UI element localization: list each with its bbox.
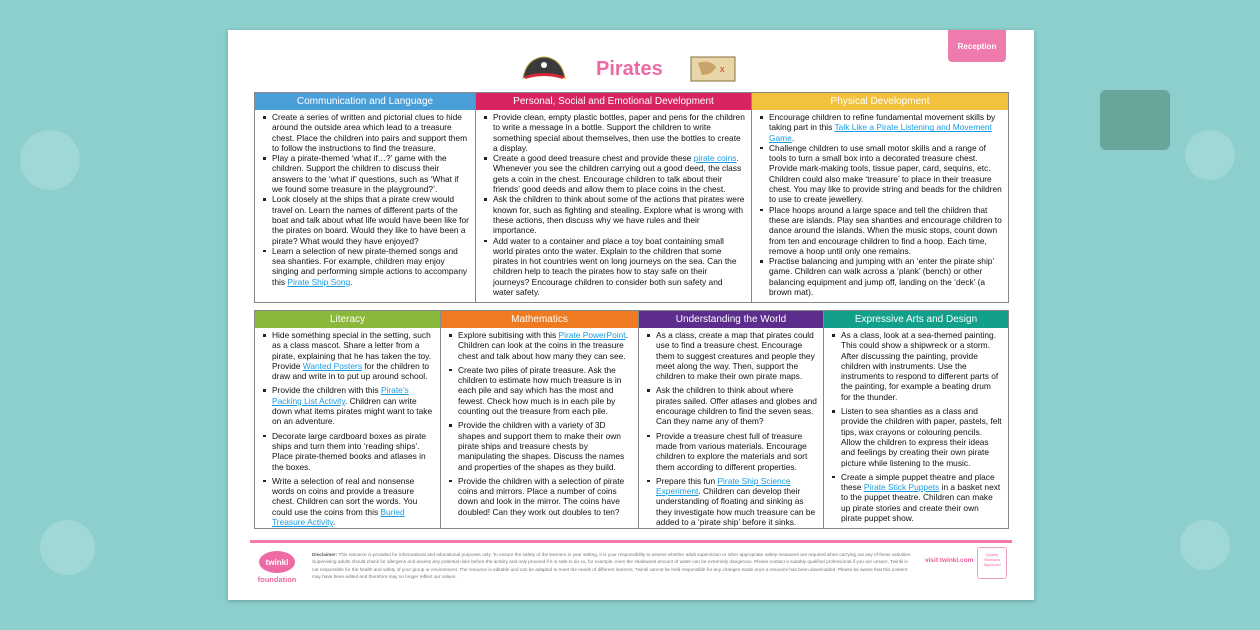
activity-text: . Children can look at the coins in the treasure chest and talk about how many they can see. bbox=[458, 330, 628, 361]
activity-item bbox=[449, 420, 632, 471]
activity-text: . bbox=[791, 132, 795, 143]
resource-link[interactable]: pirate coins bbox=[693, 153, 737, 164]
area-literacy bbox=[255, 311, 441, 528]
activity-list bbox=[639, 328, 823, 531]
activity-text: in a basket next to the puppet theatre. Children can make up pirate stories and create their own pirate puppet show. bbox=[841, 482, 1001, 524]
resource-link[interactable]: Pirate’s Packing List Activity bbox=[272, 385, 409, 406]
twinkl-foundation-logo bbox=[256, 549, 298, 587]
activity-text: Provide the children with a selection of pirate coins and mirrors. Place a number of coins down and look in the mirror. The coins have doubled! Can they work out doubles to ten? bbox=[458, 475, 625, 517]
disclaimer bbox=[312, 551, 912, 580]
activity-item bbox=[760, 256, 1002, 297]
activity-text: Write a selection of real and nonsense words on coins and provide a treasure chest. Children can sort the words. You could use the coins from this bbox=[272, 475, 418, 517]
activity-text: for the children to draw and write in to put up around school. bbox=[272, 360, 430, 382]
activity-item bbox=[484, 112, 745, 153]
activity-item bbox=[484, 236, 745, 298]
areas-row-2 bbox=[254, 310, 1009, 529]
activity-text: Prepare this fun bbox=[656, 475, 718, 486]
planning-document bbox=[228, 30, 1034, 600]
activity-text: Challenge children to use small motor skills and a range of tools to turn a small box into a decorated treasure chest. Provide mark-making tools, tissue paper, card, sequins, etc. Children could also make ‘treasure’ to place in their treasure chest. You may like to provide string and beads for the children to use to create jewellery. bbox=[769, 142, 1002, 205]
activity-item bbox=[832, 472, 1002, 523]
activity-item bbox=[647, 476, 817, 527]
area-heading: Literacy bbox=[255, 311, 440, 328]
activity-list bbox=[441, 328, 638, 521]
activity-text: Play a pirate-themed ‘what if…?’ game with the children. Support the children to discuss their answers to the ‘what if’ questions, such as ‘What if we found some treasure in the playground?’. bbox=[272, 153, 459, 195]
area-heading: Expressive Arts and Design bbox=[824, 311, 1008, 328]
activity-item bbox=[484, 153, 745, 194]
activity-text: . Children can write down what items pirates might want to take on an adventure. bbox=[272, 395, 433, 427]
skull-decoration bbox=[20, 130, 80, 190]
activity-item bbox=[263, 476, 434, 527]
resource-link[interactable]: Pirate Stick Puppets bbox=[863, 482, 940, 493]
page-title: Pirates bbox=[596, 58, 663, 80]
activity-item bbox=[760, 143, 1002, 205]
activity-item bbox=[760, 112, 1002, 143]
activity-text: Create two piles of pirate treasure. Ask the children to estimate how much treasure is in each pile and say which has the most and fewest. Check how much is in each pile by counting out the treasure from each pile. bbox=[458, 364, 622, 417]
svg-text:x: x bbox=[720, 64, 725, 74]
activity-text: Create a series of written and pictorial clues to hide around the outside area which lead to a treasure chest. Place the children into pairs and support them to follow the instructions to find the treasure. bbox=[272, 112, 468, 153]
svg-text:foundation: foundation bbox=[257, 575, 297, 584]
treasure-map-icon bbox=[690, 55, 736, 83]
activity-item bbox=[832, 330, 1002, 402]
activity-item bbox=[647, 330, 817, 381]
activity-text: Add water to a container and place a toy boat containing small world pirates onto the water. Explain to the children that some pirates in hot countries went on long journeys on the sea. Can the children help to teach the pirates how to stay safe on their journeys? Encourage children to consider both sun safety and water safety. bbox=[493, 235, 737, 298]
activity-item bbox=[449, 330, 632, 361]
area-physical-development bbox=[752, 93, 1008, 302]
svg-text:twinkl: twinkl bbox=[265, 558, 289, 567]
activity-item bbox=[832, 406, 1002, 468]
activity-text: Explore subitising with this bbox=[458, 330, 559, 340]
activity-text: Encourage children to refine fundamental movement skills by taking part in this bbox=[769, 112, 996, 133]
resource-link[interactable]: Pirate Ship Science Experiment bbox=[656, 475, 791, 497]
activity-text: Provide a treasure chest full of treasure made from various materials. Encourage children to explore the materials and sort them according to different properties. bbox=[656, 430, 808, 472]
areas-row-1 bbox=[254, 92, 1009, 303]
disclaimer-label: Disclaimer: bbox=[312, 552, 338, 557]
activity-text: Ask the children to think about where pirates sailed. Offer atlases and globes and encourage children to find the seven seas. Can they name any of them? bbox=[656, 385, 817, 427]
activity-text: . bbox=[350, 276, 353, 287]
area-heading: Mathematics bbox=[441, 311, 638, 328]
activity-list bbox=[255, 328, 440, 531]
quality-mark-badge: Quality Standard Approved bbox=[977, 547, 1007, 579]
activity-list bbox=[476, 110, 751, 297]
area-heading: Understanding the World bbox=[639, 311, 823, 328]
activity-text: Provide clean, empty plastic bottles, paper and pens for the children to write a message in a bottle. Support the children to write something special about themselves, then use the bottles to create a display. bbox=[493, 112, 745, 153]
activity-item bbox=[760, 205, 1002, 256]
cross-decoration bbox=[1185, 130, 1235, 180]
resource-link[interactable]: Talk Like a Pirate Listening and Movement Game bbox=[769, 122, 992, 143]
activity-list bbox=[752, 110, 1008, 297]
activity-list bbox=[824, 328, 1008, 527]
footer bbox=[250, 540, 1012, 584]
activity-text: As a class, create a map that pirates could use to find a treasure chest. Encourage them to suggest creatures and people they meet along the way. Then, support the children to make their own pirate maps. bbox=[656, 330, 815, 382]
resource-link[interactable]: Buried Treasure Activity bbox=[272, 506, 405, 528]
resource-link[interactable]: Pirate PowerPoint bbox=[558, 330, 626, 340]
activity-text: Practise balancing and jumping with an ‘enter the pirate ship’ game. Children can walk across a ‘plank’ (bench) or other balancing equipment and jump off, landing on the ‘deck’ (a brown mat). bbox=[769, 256, 995, 298]
activity-text: Provide the children with this bbox=[272, 385, 381, 396]
area-heading: Personal, Social and Emotional Development bbox=[476, 93, 751, 110]
activity-item bbox=[263, 112, 469, 153]
activity-text: Place hoops around a large space and tell the children that these are islands. Play sea shanties and encourage children to dance around the islands. When the music stops, count down from ten and encourage children to find a hoop. Each time, remove a hoop until only one remains. bbox=[769, 204, 1002, 256]
resource-link[interactable]: Pirate Ship Song bbox=[287, 276, 351, 287]
treasure-chest-decoration bbox=[1100, 90, 1170, 150]
activity-item bbox=[449, 476, 632, 517]
activity-text: Decorate large cardboard boxes as pirate ships and turn them into ‘reading ships’. Place pirate-themed books and atlases in the boxes. bbox=[272, 430, 427, 472]
age-badge: Reception bbox=[948, 30, 1006, 62]
activity-item bbox=[449, 365, 632, 416]
activity-text: Hide something special in the setting, such as a class mascot. Share a letter from a pirate, explaining that he has taken the toy. Provide bbox=[272, 330, 432, 371]
area-personal-social-and-emotional-development bbox=[476, 93, 752, 302]
resource-link[interactable]: Wanted Posters bbox=[302, 360, 363, 371]
visit-link[interactable]: visit twinkl.com bbox=[925, 557, 974, 564]
pirate-hat-icon bbox=[521, 54, 567, 82]
activity-text: Ask the children to think about some of the actions that pirates were known for, such as fighting and stealing. Explore what is wrong with these actions, then discuss why we have rules and their importance. bbox=[493, 194, 745, 236]
activity-item bbox=[647, 385, 817, 426]
activity-text: Learn a selection of new pirate-themed songs and sea shanties. For example, children may enjoy singing and performing simple actions to accompany this bbox=[272, 245, 468, 287]
activity-text: Look closely at the ships that a pirate crew would travel on. Learn the names of different parts of the boat and talk about what life would have been like for the pirates on board. Would they like to have been a pirate? What would they have enjoyed? bbox=[272, 194, 469, 246]
activity-text: . bbox=[332, 517, 336, 528]
activity-text: Create a good deed treasure chest and provide these bbox=[493, 153, 694, 164]
activity-item bbox=[263, 194, 469, 245]
area-understanding-the-world bbox=[639, 311, 824, 528]
activity-text: As a class, look at a sea-themed painting. This could show a shipwreck or a storm. After discussing the painting, provide children with instruments. Use the instruments to respond to different parts of the painting, for example a beating drum for the thunder. bbox=[841, 330, 999, 402]
activity-item bbox=[263, 330, 434, 381]
area-heading: Physical Development bbox=[752, 93, 1008, 110]
area-mathematics bbox=[441, 311, 639, 528]
activity-text: . Children can develop their understanding of floating and sinking as they investigate how much treasure can be added to a ‘pirate ship’ before it sinks. bbox=[656, 486, 816, 528]
area-communication-and-language bbox=[255, 93, 476, 302]
activity-text: Create a simple puppet theatre and place these bbox=[841, 471, 995, 493]
activity-text: Provide the children with a variety of 3D shapes and support them to make their own pirate ships and treasure chests by manipulating the shapes. Discuss the names and properties of the shapes as they build. bbox=[458, 420, 625, 472]
area-expressive-arts-and-design bbox=[824, 311, 1008, 528]
activity-item bbox=[263, 431, 434, 472]
area-heading: Communication and Language bbox=[255, 93, 475, 110]
skull-decoration bbox=[40, 520, 95, 575]
disclaimer-text: This resource is provided for informational and educational purposes only. To ensure the safety of the learners in your setting, it is your responsibility to assess whether adult supervision or other appropriate safety measures are required when carrying out any of these activities. Supervising adults should check for allergens and assess any potential risks before the activity and only proceed if it is safe to do so, for example, even the shallowest amount of water can be extremely dangerous. Please contact a suitably qualified professional if you are unsure. Twinkl is not responsible for the health and safety of your group or environment. The resource is editable and can be adapted to meet the needs of different learners. Twinkl cannot be held responsible for any changes made once a resource has been downloaded. Please be aware that this content may have been edited and therefore may no longer reflect our values. bbox=[312, 552, 912, 579]
activity-item bbox=[647, 431, 817, 472]
activity-text: . Whenever you see the children carrying out a good deed, the class gets a coin in the chest. Encourage children to talk about their friends’ good deeds and allow them to place coins in the chest. bbox=[493, 153, 742, 195]
activity-item bbox=[263, 153, 469, 194]
activity-list bbox=[255, 110, 475, 287]
skull-decoration bbox=[1180, 520, 1230, 570]
activity-item bbox=[484, 194, 745, 235]
activity-item bbox=[263, 385, 434, 426]
activity-text: Listen to sea shanties as a class and provide the children with paper, pastels, felt tips, wax crayons or colouring pencils. Allow the children to express their ideas and feelings by creating their own pirate picture while listening to the music. bbox=[841, 406, 1002, 468]
activity-item bbox=[263, 246, 469, 287]
